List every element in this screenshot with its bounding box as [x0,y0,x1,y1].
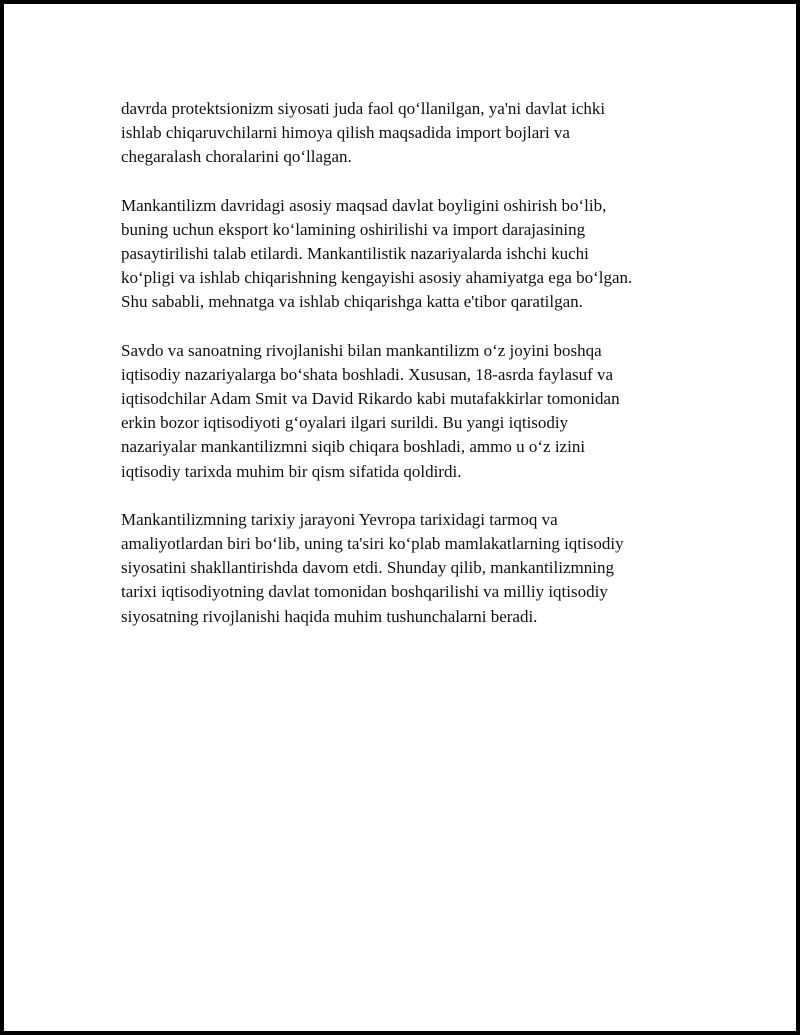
text-line: Mankantilizmning tarixiy jarayoni Yevropa tarixidagi tarmoq va [121,509,558,529]
text-line: nazariyalar mankantilizmni siqib chiqara boshladi, ammo u o‘z izini [121,437,586,457]
text-line: iqtisodchilar Adam Smit va David Rikardo kabi mutafakkirlar tomonidan [121,389,620,409]
text-line: pasaytirilishi talab etilardi. Mankantilistik nazariyalarda ishchi kuchi [121,244,589,264]
text-line: amaliyotlardan biri bo‘lib, uning ta'siri ko‘plab mamlakatlarning iqtisodiy [121,534,624,554]
paragraph-4 [121,508,681,629]
text-line: Shu sababli, mehnatga va ishlab chiqarishga katta e'tibor qaratilgan. [121,292,583,312]
text-line: tarixi iqtisodiyotning davlat tomonidan boshqarilishi va milliy iqtisodiy [121,582,608,602]
text-line: Mankantilizm davridagi asosiy maqsad davlat boyligini oshirish bo‘lib, [121,195,607,215]
paragraph-3 [121,339,681,484]
text-line: siyosatini shakllantirishda davom etdi. Shunday qilib, mankantilizmning [121,558,614,578]
text-line: chegaralash choralarini qo‘llagan. [121,147,352,167]
text-line: erkin bozor iqtisodiyoti g‘oyalari ilgari surildi. Bu yangi iqtisodiy [121,413,569,433]
text-line: ko‘pligi va ishlab chiqarishning kengayishi asosiy ahamiyatga ega bo‘lgan. [121,268,633,288]
paragraph-1 [121,97,681,170]
paragraph-2 [121,194,681,315]
text-line: iqtisodiy nazariyalarga bo‘shata boshladi. Xususan, 18-asrda faylasuf va [121,364,614,384]
text-line: ishlab chiqaruvchilarni himoya qilish maqsadida import bojlari va [121,123,570,143]
text-line: iqtisodiy tarixda muhim bir qism sifatida qoldirdi. [121,461,462,481]
text-line: buning uchun eksport ko‘lamining oshirilishi va import darajasining [121,219,586,239]
text-line: Savdo va sanoatning rivojlanishi bilan mankantilizm o‘z joyini boshqa [121,340,602,360]
text-line: siyosatning rivojlanishi haqida muhim tushunchalarni beradi. [121,606,538,626]
text-line: davrda protektsionizm siyosati juda faol qo‘llanilgan, ya'ni davlat ichki [121,99,606,118]
document-body [121,97,681,653]
